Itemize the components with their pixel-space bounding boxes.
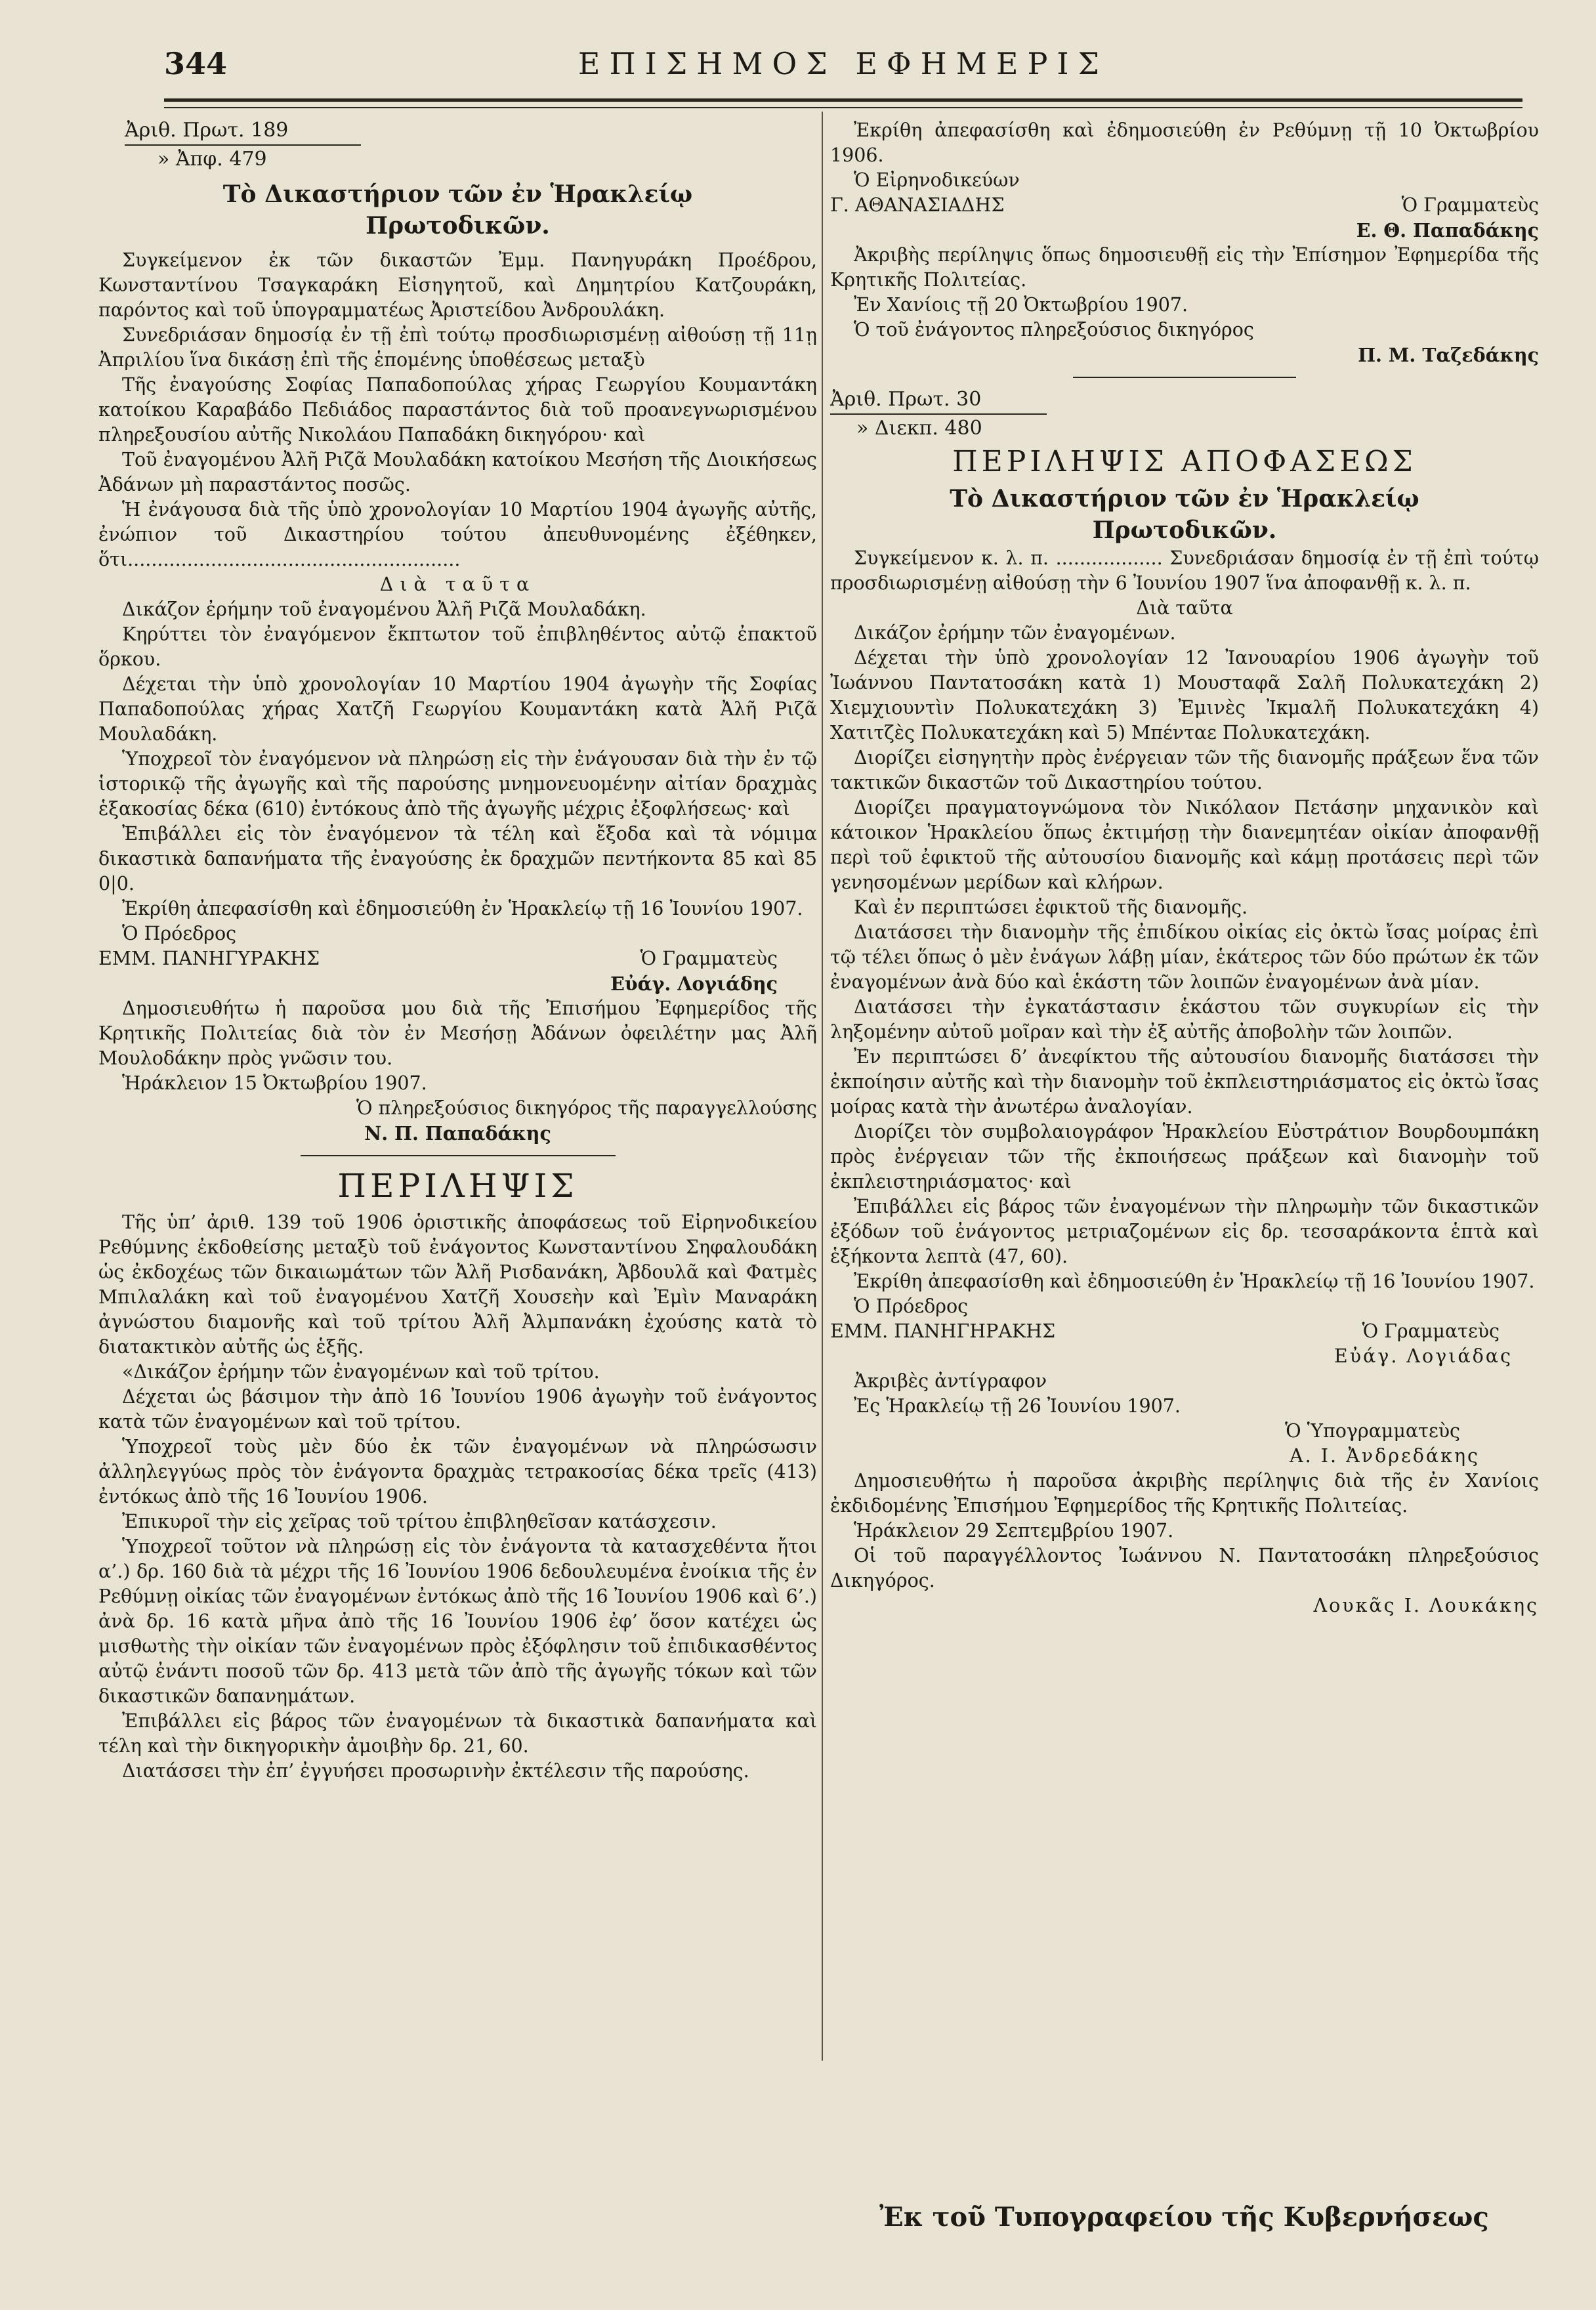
paragraph: Διατάσσει τὴν ἐπ’ ἐγγυήσει προσωρινὴν ἐκτέλεσιν τῆς παρούσης. (122, 1760, 749, 1782)
paragraph: Διορίζει πραγματογνώμονα τὸν Νικόλαον Πετάσην μηχανικὸν καὶ κάτοικον Ἡρακλείου ὅπως ἐκτιμήσῃ τὴν διανεμητέαν οἰκίαν ἀποφανθῇ περὶ τοῦ ἐφικτοῦ τῆς αὐτουσίου διανομῆς καὶ κάμῃ προτάσεις περὶ τῶν γενησομένων μερίδων καὶ κλήρων. (830, 797, 1539, 893)
paragraph: Δέχεται τὴν ὑπὸ χρονολογίαν 10 Μαρτίου 1904 ἀγωγὴν τῆς Σοφίας Παπαδοπούλας χήρας Χατζῆ Γεωργίου Κουμαντάκη κατὰ Ἀλῆ Ριζᾶ Μουλαδάκη. (98, 673, 817, 745)
paragraph: Ἀκριβὴς περίληψις ὅπως δημοσιευθῇ εἰς τὴν Ἐπίσημον Ἐφημερίδα τῆς Κρητικῆς Πολιτείας. (830, 244, 1539, 291)
secretary-label: Ὁ Γραμματεὺς (640, 948, 778, 969)
section-rule (301, 1155, 616, 1156)
subsecretary-name: Α. Ι. Ἀνδρεδάκης (1290, 1445, 1480, 1467)
place-date: Ἡράκλειον 15 Ὀκτωβρίου 1907. (122, 1072, 427, 1094)
paragraph: Διορίζει εἰσηγητὴν πρὸς ἐνέργειαν τῶν τῆς διανομῆς πράξεων ἕνα τῶν τακτικῶν δικαστῶν τοῦ Δικαστηρίου τούτου. (830, 747, 1539, 793)
paragraph: Οἱ τοῦ παραγγέλλοντος Ἰωάννου Ν. Παντατοσάκη πληρεξούσιος Δικηγόρος. (830, 1545, 1539, 1591)
paragraph: Διορίζει τὸν συμβολαιογράφον Ἡρακλείου Εὐστράτιον Βουρδουμπάκη πρὸς ἐνέργειαν τῶν τῆς ἐκποιήσεως πράξεων καὶ διανομὴν τοῦ ἐκπλειστηριάσματος· καὶ (830, 1121, 1539, 1192)
paragraph: Ἐπιβάλλει εἰς βάρος τῶν ἐναγομένων τὰ δικαστικὰ δαπανήματα καὶ τέλη καὶ τὴν δικηγορικὴν ἀμοιβὴν δρ. 21, 60. (98, 1710, 817, 1757)
court-title: Τὸ Δικαστήριον τῶν ἐν Ἡρακλείῳ (222, 180, 693, 208)
secretary-name: Εὐάγ. Λογιάδης (610, 973, 778, 995)
paragraph: Συγκείμενον κ. λ. π. .................. Συνεδριάσαν δημοσίᾳ ἐν τῇ ἐπὶ τούτῳ προσδιωρισμένῃ αἰθούσῃ τὴν 6 Ἰουνίου 1907 ἵνα ἀποφανθῇ κ. λ. π. (830, 547, 1539, 594)
section-rule (1073, 377, 1296, 378)
signature-line (830, 193, 1539, 218)
paragraph: Τοῦ ἐναγομένου Ἀλῆ Ριζᾶ Μουλαδάκη κατοίκου Μεσήση τῆς Διοικήσεως Ἀδάνων μὴ παραστάντος ποσῶς. (98, 449, 817, 495)
lawyer-name: Ν. Π. Παπαδάκης (364, 1122, 551, 1144)
running-title: ΕΠΙΣΗΜΟΣ ΕΦΗΜΕΡΙΣ (578, 46, 1109, 81)
paragraph: Τῆς ὑπ’ ἀριθ. 139 τοῦ 1906 ὁριστικῆς ἀποφάσεως τοῦ Εἰρηνοδικείου Ρεθύμνης ἐκδοθείσης μεταξὺ τοῦ ἐνάγοντος Κωνσταντίνου Σηφαλουδάκη ὡς ἐκδοχέως τῶν δικαιωμάτων τῶν Ἀλῆ Ρισδανάκη, Ἀβδουλᾶ καὶ Φατμὲς Μπιλαλάκη καὶ τοῦ ἐναγομένου Χατζῆ Χουσεὴν καὶ Ἐμὶν Μαναράκη ἀγνώστου διαμονῆς καὶ τοῦ τρίτου Ἀλῆ Ἀλμπανάκη ἐχούσης κατὰ τὸ διατακτικὸν αὐτῆς ὡς ἑξῆς. (98, 1211, 817, 1358)
section-heading: ΠΕΡΙΛΗΨΙΣ (337, 1167, 578, 1205)
paragraph: Ἡ ἐνάγουσα διὰ τῆς ὑπὸ χρονολογίαν 10 Μαρτίου 1904 ἀγωγῆς αὐτῆς, ἐνώπιον τοῦ Δικαστηρίου τούτου ἀπευθυνομένης ἐξέθηκεν, ὅτι........................................................ (98, 499, 817, 570)
signature-label: Ὁ Πρόεδρος (854, 1295, 969, 1317)
paragraph: Ὑποχρεοῖ τὸν ἐναγόμενον νὰ πληρώσῃ εἰς τὴν ἐνάγουσαν διὰ τὴν ἐν τῷ ἱστορικῷ τῆς ἀγωγῆς καὶ τῆς παρούσης μνημονευομένην αἰτίαν δραχμὰς ἑξακοσίας δέκα (610) ἐντόκους ἀπὸ τῆς ἀγωγῆς μέχρις ἐξοφλήσεως· καὶ (98, 748, 817, 820)
paragraph: Διατάσσει τὴν ἐγκατάστασιν ἑκάστου τῶν συγκυρίων εἰς τὴν ληξομένην αὐτοῦ μοῖραν καὶ τὴν ἐξ αὐτῆς ἀποβολὴν τῶν λοιπῶν. (830, 996, 1539, 1043)
dispatch-number: » Διεκπ. 480 (856, 417, 982, 440)
protocol-number: Ἀριθ. Πρωτ. 189 (125, 119, 289, 142)
paragraph: «Δικάζον ἐρήμην τῶν ἐναγομένων καὶ τοῦ τρίτου. (122, 1361, 600, 1383)
signature-label: Ὁ Εἰρηνοδικεύων (854, 169, 1020, 191)
justice-name: Γ. ΑΘΑΝΑΣΙΑΔΗΣ (830, 194, 1005, 216)
place-date: Ἐς Ἡρακλείῳ τῇ 26 Ἰουνίου 1907. (854, 1395, 1181, 1417)
clerk-name: Ε. Θ. Παπαδάκης (1356, 219, 1539, 242)
header-rule (164, 98, 1522, 108)
section-heading: ΠΕΡΙΛΗΨΙΣ ΑΠΟΦΑΣΕΩΣ (952, 445, 1417, 478)
printer-imprint: Ἐκ τοῦ Τυπογραφείου τῆς Κυβερνήσεως (879, 2202, 1489, 2233)
paragraph: Τῆς ἐναγούσης Σοφίας Παπαδοπούλας χήρας Γεωργίου Κουμαντάκη κατοίκου Καραβάδο Πεδιάδος παραστάντος διὰ τοῦ προανεγνωρισμένου πληρεξουσίου αὐτῆς Νικολάου Παπαδάκη δικηγόρου· καὶ (98, 374, 817, 446)
section-label: Διὰ ταῦτα (379, 574, 536, 595)
paragraph: Ἐκρίθη ἀπεφασίσθη καὶ ἐδημοσιεύθη ἐν Ρεθύμνῃ τῇ 10 Ὀκτωβρίου 1906. (830, 119, 1539, 166)
paragraph: Ἐκρίθη ἀπεφασίσθη καὶ ἐδημοσιεύθη ἐν Ἡρακλείῳ τῇ 16 Ἰουνίου 1907. (854, 1270, 1535, 1292)
paragraph: Δέχεται τὴν ὑπὸ χρονολογίαν 12 Ἰανουαρίου 1906 ἀγωγὴν τοῦ Ἰωάννου Παντατοσάκη κατὰ 1) Μουσταφᾶ Σαλῆ Πολυκατεχάκη 2) Χιεμχιουντὶν Πολυκατεχάκη 3) Ἐμινὲς Ἰκμαλῆ Πολυκατεχάκη 4) Χατιτζὲς Πολυκατεχάκη καὶ 5) Μπένταε Πολυκατεχάκη. (830, 647, 1539, 744)
paragraph: Συγκείμενον ἐκ τῶν δικαστῶν Ἐμμ. Πανηγυράκη Προέδρου, Κωνσταντίνου Τσαγκαράκη Εἰσηγητοῦ, καὶ Δημητρίου Κατζουράκη, παρόντος καὶ τοῦ ὑπογραμματέως Ἀριστείδου Ἀνδρουλάκη. (98, 249, 817, 321)
court-subtitle: Πρωτοδικῶν. (1092, 516, 1277, 544)
left-column (98, 118, 817, 1784)
paragraph: Δέχεται ὡς βάσιμον τὴν ἀπὸ 16 Ἰουνίου 1906 ἀγωγὴν τοῦ ἐνάγοντος κατὰ τῶν ἐναγομένων καὶ τοῦ τρίτου. (98, 1386, 817, 1433)
signature-label: Ὁ Πρόεδρος (122, 923, 237, 944)
paragraph: Δικάζον ἐρήμην τοῦ ἐναγομένου Ἀλῆ Ριζᾶ Μουλαδάκη. (122, 598, 646, 620)
section-label: Διὰ ταῦτα (1136, 597, 1233, 619)
paragraph: Ἀκριβὲς ἀντίγραφον (854, 1370, 1047, 1392)
paragraph: Κηρύττει τὸν ἐναγόμενον ἔκπτωτον τοῦ ἐπιβληθέντος αὐτῷ ἐπακτοῦ ὅρκου. (98, 623, 817, 670)
secretary-label: Ὁ Γραμματεὺς (1362, 1320, 1500, 1342)
place-date: Ἡράκλειον 29 Σεπτεμβρίου 1907. (854, 1520, 1174, 1542)
lawyer-label: Ὁ τοῦ ἐνάγοντος πληρεξούσιος δικηγόρος (854, 319, 1254, 341)
president-name: ΕΜΜ. ΠΑΝΗΓΥΡΑΚΗΣ (98, 948, 320, 969)
clerk-label: Ὁ Γραμματεὺς (1401, 194, 1539, 216)
paragraph: Διατάσσει τὴν διανομὴν τῆς ἐπιδίκου οἰκίας εἰς ὀκτὼ ἴσας μοίρας ἐπὶ τῷ τέλει ὅπως ὁ μὲν ἐνάγων λάβῃ μίαν, ἑκάτερος τῶν δύο πρώτων ἐκ τῶν ἐναγομένων ἀνὰ δύο καὶ ἑκάστη τῶν λοιπῶν ἐναγομένων ἀνὰ μίαν. (830, 921, 1539, 993)
signature-line (98, 946, 817, 971)
right-column (830, 118, 1539, 1618)
lawyer-name: Π. Μ. Ταζεδάκης (1358, 344, 1539, 366)
paragraph: Ἐπιβάλλει εἰς βάρος τῶν ἐναγομένων τὴν πληρωμὴν τῶν δικαστικῶν ἐξόδων τοῦ ἐνάγοντος μετριαζομένων εἰς δρ. τεσσαράκοντα ἑπτὰ καὶ ἑξήκοντα λεπτὰ (47, 60). (830, 1196, 1539, 1267)
protocol-number: Ἀριθ. Πρωτ. 30 (830, 388, 982, 411)
place-date: Ἐν Χανίοις τῇ 20 Ὀκτωβρίου 1907. (854, 294, 1188, 316)
paragraph: Συνεδριάσαν δημοσίᾳ ἐν τῇ ἐπὶ τούτῳ προσδιωρισμένῃ αἰθούσῃ τῇ 11ῃ Ἀπριλίου ἵνα δικάσῃ ἐπὶ τῆς ἑπομένης ὑποθέσεως μεταξὺ (98, 324, 817, 371)
subsecretary-label: Ὁ Ὑπογραμματεὺς (1285, 1420, 1460, 1442)
paragraph: Ἐπιβάλλει εἰς τὸν ἐναγόμενον τὰ τέλη καὶ ἔξοδα καὶ τὰ νόμιμα δικαστικὰ δαπανήματα τῆς ἐναγούσης ἐκ δραχμῶν πεντήκοντα 85 καὶ 85 0|0. (98, 823, 817, 894)
court-title: Τὸ Δικαστήριον τῶν ἐν Ἡρακλείῳ (950, 485, 1419, 513)
paragraph: Ὑποχρεοῖ τοὺς μὲν δύο ἐκ τῶν ἐναγομένων νὰ πληρώσωσιν ἀλληλεγγύως πρὸς τὸν ἐνάγοντα δραχμὰς τετρακοσίας δέκα τρεῖς (413) ἐντόκως ἀπὸ τῆς 16 Ἰουνίου 1906. (98, 1436, 817, 1507)
paragraph: Καὶ ἐν περιπτώσει ἐφικτοῦ τῆς διανομῆς. (854, 896, 1248, 918)
signature-line (830, 1319, 1539, 1344)
page-number: 344 (164, 46, 228, 81)
column-divider (822, 112, 823, 2061)
page-header (164, 46, 1522, 92)
secretary-name: Εὐάγ. Λογιάδας (1334, 1345, 1513, 1367)
paragraph: Δημοσιευθήτω ἡ παροῦσα μου διὰ τῆς Ἐπισήμου Ἐφημερίδος τῆς Κρητικῆς Πολιτείας διὰ τὸν ἐν Μεσήσῃ Ἀδάνων ὀφειλέτην μας Ἀλῆ Μουλοδάκην πρὸς γνῶσιν του. (98, 998, 817, 1069)
reference-rule (125, 144, 361, 146)
reference-rule (830, 413, 1047, 415)
lawyer-label: Ὁ πληρεξούσιος δικηγόρος τῆς παραγγελλούσης (356, 1097, 817, 1119)
decision-number: » Ἀπφ. 479 (158, 148, 267, 171)
court-subtitle: Πρωτοδικῶν. (366, 212, 550, 240)
paragraph: Ἐν περιπτώσει δ’ ἀνεφίκτου τῆς αὐτουσίου διανομῆς διατάσσει τὴν ἐκποίησιν αὐτῆς καὶ τὴν διανομὴν τοῦ ἐκπλειστηριάσματος εἰς ὀκτὼ ἴσας μοίρας κατὰ τὴν ἀνωτέρω ἀναλογίαν. (830, 1046, 1539, 1118)
paragraph: Δημοσιευθήτω ἡ παροῦσα ἀκριβὴς περίληψις διὰ τῆς ἐν Χανίοις ἐκδιδομένης Ἐπισήμου Ἐφημερίδος τῆς Κρητικῆς Πολιτείας. (830, 1470, 1539, 1517)
president-name: ΕΜΜ. ΠΑΝΗΓΗΡΑΚΗΣ (830, 1320, 1056, 1342)
paragraph: Ἐκρίθη ἀπεφασίσθη καὶ ἐδημοσιεύθη ἐν Ἡρακλείῳ τῇ 16 Ἰουνίου 1907. (122, 898, 803, 919)
lawyer-name: Λουκᾶς Ι. Λουκάκης (1313, 1595, 1539, 1616)
paragraph: Ἐπικυροῖ τὴν εἰς χεῖρας τοῦ τρίτου ἐπιβληθεῖσαν κατάσχεσιν. (122, 1511, 717, 1532)
paragraph: Ὑποχρεοῖ τοῦτον νὰ πληρώσῃ εἰς τὸν ἐνάγοντα τὰ κατασχεθέντα ἤτοι α’.) δρ. 160 διὰ τὰ μέχρι τῆς 16 Ἰουνίου 1906 δεδουλευμένα ἐνοίκια τῆς ἐν Ρεθύμνῃ οἰκίας τῶν ἐναγομένων ἐντόκως ἀπὸ τῆς 16 Ἰουνίου 1906 καὶ 6’.) ἀνὰ δρ. 16 κατὰ μῆνα ἀπὸ τῆς 16 Ἰουνίου 1906 ἐφ’ ὅσον κατέχει ὡς μισθωτὴς τὴν οἰκίαν τῶν ἐναγομένων πρὸς ἐξόφλησιν τοῦ ἐπιδικασθέντος αὐτῷ ἐνάντι ποσοῦ τῶν δρ. 413 μετὰ τῶν ἀπὸ τῆς ἀγωγῆς τόκων καὶ τῶν δικαστικῶν δαπανημάτων. (98, 1536, 817, 1707)
paragraph: Δικάζον ἐρήμην τῶν ἐναγομένων. (854, 622, 1176, 644)
